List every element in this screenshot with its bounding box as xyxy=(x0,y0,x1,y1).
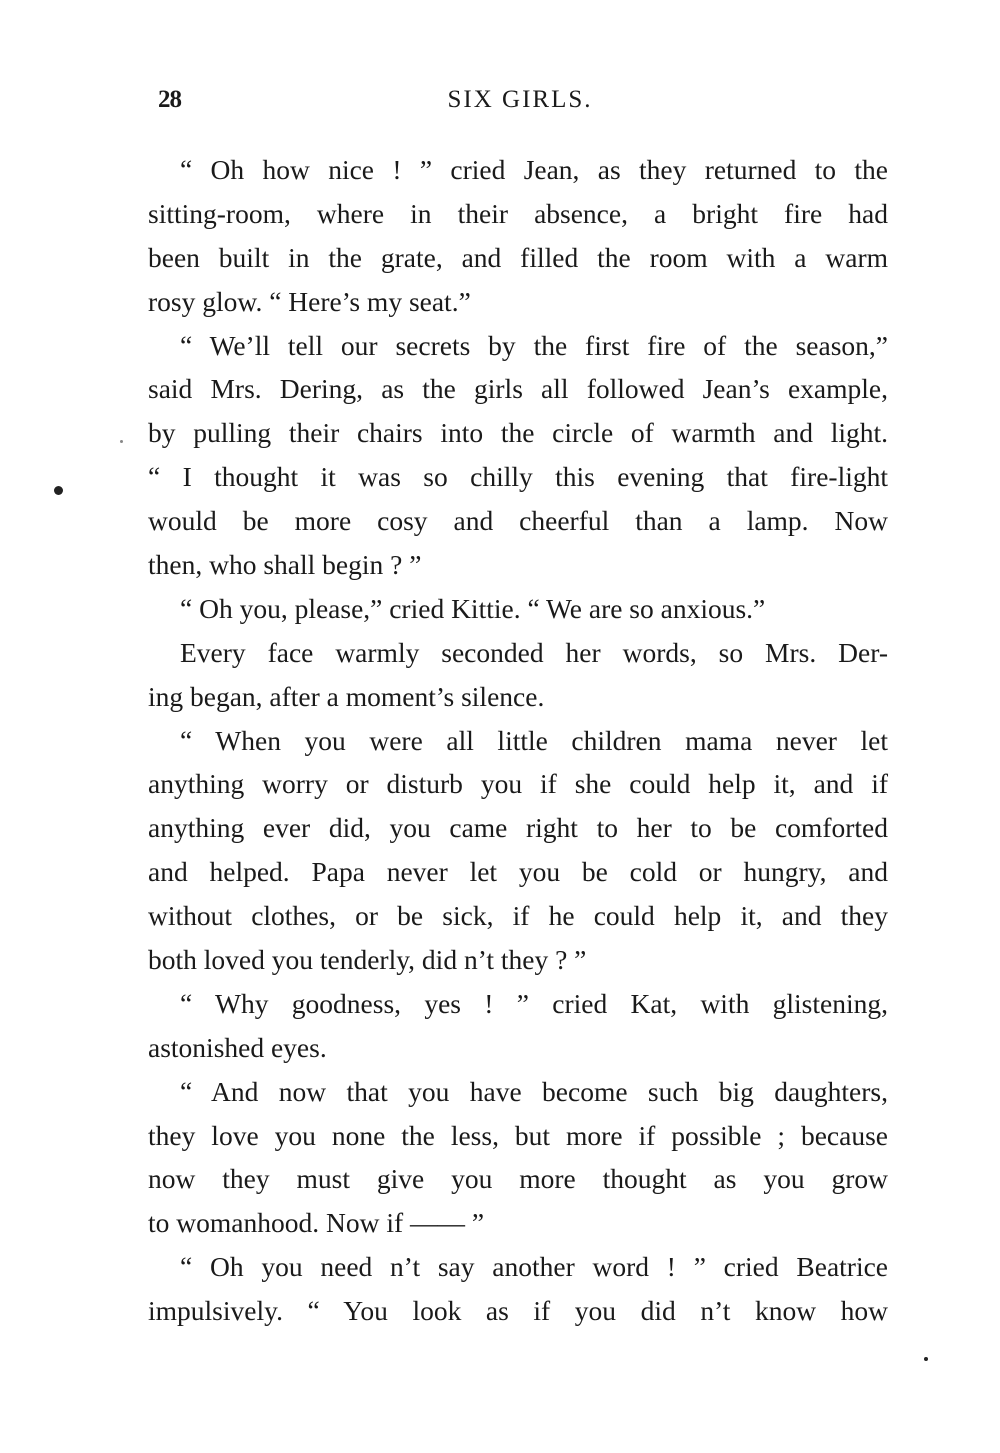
text-line: they love you none the less, but more if possible ; because xyxy=(148,1119,888,1151)
running-head xyxy=(150,86,890,120)
text-line: would be more cosy and cheerful than a lamp. Now xyxy=(148,505,888,537)
text-line: “ Why goodness, yes ! ” cried Kat, with glistening, xyxy=(180,987,888,1019)
text-line: “ Oh you, please,” cried Kittie. “ We are so anxious.” xyxy=(180,592,766,624)
text-line: “ We’ll tell our secrets by the first fire of the season,” xyxy=(180,329,888,361)
text-line: to womanhood. Now if —— ” xyxy=(148,1207,485,1239)
text-line: impulsively. “ You look as if you did n’t know how xyxy=(148,1295,888,1327)
text-line: “ And now that you have become such big daughters, xyxy=(180,1075,888,1107)
text-line: Every face warmly seconded her words, so Mrs. Der- xyxy=(180,636,888,668)
text-line: “ When you were all little children mama never let xyxy=(180,724,888,756)
text-line: sitting-room, where in their absence, a bright fire had xyxy=(148,197,888,229)
text-line: said Mrs. Dering, as the girls all followed Jean’s example, xyxy=(148,373,888,405)
ink-speck xyxy=(120,440,123,443)
ink-speck xyxy=(54,486,63,495)
text-line: “ Oh you need n’t say another word ! ” cried Beatrice xyxy=(180,1251,888,1283)
text-line: then, who shall begin ? ” xyxy=(148,549,422,581)
text-line: anything ever did, you came right to her to be comforted xyxy=(148,812,888,844)
text-line: been built in the grate, and filled the room with a warm xyxy=(148,241,888,273)
text-line: “ Oh how nice ! ” cried Jean, as they returned to the xyxy=(180,154,888,185)
running-title: SIX GIRLS. xyxy=(447,86,593,113)
text-line: by pulling their chairs into the circle of warmth and light. xyxy=(148,417,888,449)
text-line: now they must give you more thought as you grow xyxy=(148,1163,888,1195)
text-line: ing began, after a moment’s silence. xyxy=(148,680,545,712)
page-number: 28 xyxy=(158,86,181,113)
text-line: astonished eyes. xyxy=(148,1031,327,1063)
text-line: “ I thought it was so chilly this evening that fire-light xyxy=(148,461,888,493)
ink-speck xyxy=(924,1357,928,1361)
text-line: without clothes, or be sick, if he could help it, and they xyxy=(148,900,888,932)
text-line: both loved you tenderly, did n’t they ? ” xyxy=(148,944,587,976)
text-line: and helped. Papa never let you be cold or hungry, and xyxy=(148,856,888,888)
text-line: rosy glow. “ Here’s my seat.” xyxy=(148,285,471,317)
body-text xyxy=(148,148,888,1333)
text-line: anything worry or disturb you if she could help it, and if xyxy=(148,768,888,800)
